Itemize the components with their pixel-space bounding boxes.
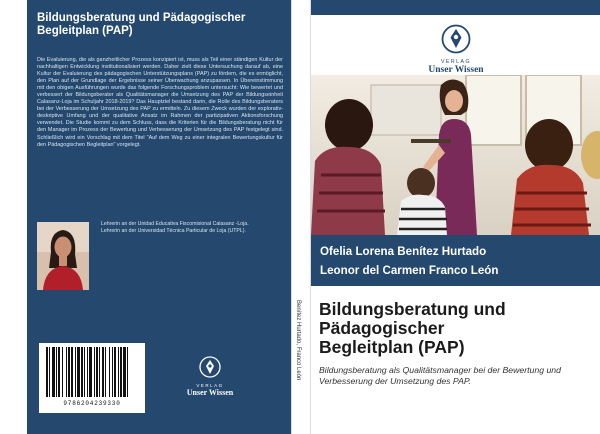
book-title-line-1: Bildungsberatung und <box>319 299 506 319</box>
author-photo <box>37 222 89 290</box>
authors-band <box>311 235 600 286</box>
logo-brand-label: Unser Wissen <box>428 65 484 75</box>
verlag-logo-icon <box>441 24 471 54</box>
spine-text: Benítez Hurtado, Franco León <box>295 300 301 381</box>
back-publisher-logo <box>165 356 255 397</box>
book-title-line-3: Begleitplan (PAP) <box>319 337 465 357</box>
author-name-2: Leonor del Carmen Franco León <box>320 264 499 277</box>
classroom-photo <box>311 75 600 235</box>
logo-verlag-label: VERLAG <box>440 59 472 65</box>
verlag-logo-icon <box>199 356 221 378</box>
barcode-graphic <box>44 347 140 399</box>
front-top-band <box>311 0 600 15</box>
book-title-line-2: Pädagogischer <box>319 318 445 338</box>
book-title <box>319 300 589 357</box>
book-spine <box>291 0 311 434</box>
barcode-number: 9786204239330 <box>63 400 121 407</box>
back-cover-blurb: Die Evaluierung, die als ganzheitlicher Prozess konzipiert ist, muss als Teil einer ständigen Kultur der nachhaltigen Entwicklung institutionalisiert werden. Daher zielt diese Untersuchung darauf ab, eine Kultur der Evaluierung des pädagogischen Unterstützungsplans (PAP) zu fördern, die es ermöglicht, den Plan auf der Grundlage der Ergebnisse seiner Überwachung anzupassen. In Übereinstimmung mit den obigen Ausführungen wurde das folgende Forschungsproblem untersucht: Wie bewertet und verbessert der Bildungsberater als Qualitätsmanager die Umsetzung des PAP der Bildungseinheit Calasanz-Loja im Schuljahr 2018-2019? Das Hauptziel bestand darin, die Rolle des Bildungsberaters bei der Verbesserung der Umsetzung des PAP zu ermitteln. Zu diesem Zweck wurden der explorativ-deskriptive Umfang und der qualitative Ansatz im Rahmen der partizipativen Aktionsforschung verwendet. Die Studie kommt zu dem Schluss, dass die Kriterien für die Bildungsberatung nicht für den Manager im Prozess der Bewertung und Verbesserung der Umsetzung des PAP festgelegt sind. Schließlich wird ein Vorschlag mit dem Titel "Auf dem Weg zu einer integralen Bewertungskultur für den Pädagogischen Begleitplan" vorgelegt. <box>37 57 283 148</box>
front-cover <box>311 0 600 434</box>
logo-verlag-label: VERLAG <box>196 383 224 388</box>
bio-line-1: Lehrerin an der Unidad Educativa Fiscomisional Calasanz -Loja. <box>101 221 249 227</box>
author-bio <box>101 221 283 236</box>
back-cover-title: Bildungsberatung und Pädagogischer Begleitplan (PAP) <box>37 12 246 37</box>
bio-line-2: Lehrerin an der Universidad Técnica Particular de Loja (UTPL). <box>101 228 246 235</box>
author-name-1: Ofelia Lorena Benítez Hurtado <box>320 245 487 258</box>
classroom-illustration <box>311 75 600 235</box>
book-subtitle: Bildungsberatung als Qualitätsmanager bei der Bewertung und Verbesserung der Umsetzung des PAP. <box>319 365 561 386</box>
back-cover <box>27 0 291 434</box>
front-publisher-logo <box>411 24 501 75</box>
author-photo-illustration <box>37 222 89 290</box>
logo-brand-label: Unser Wissen <box>186 388 234 397</box>
barcode <box>39 343 145 413</box>
